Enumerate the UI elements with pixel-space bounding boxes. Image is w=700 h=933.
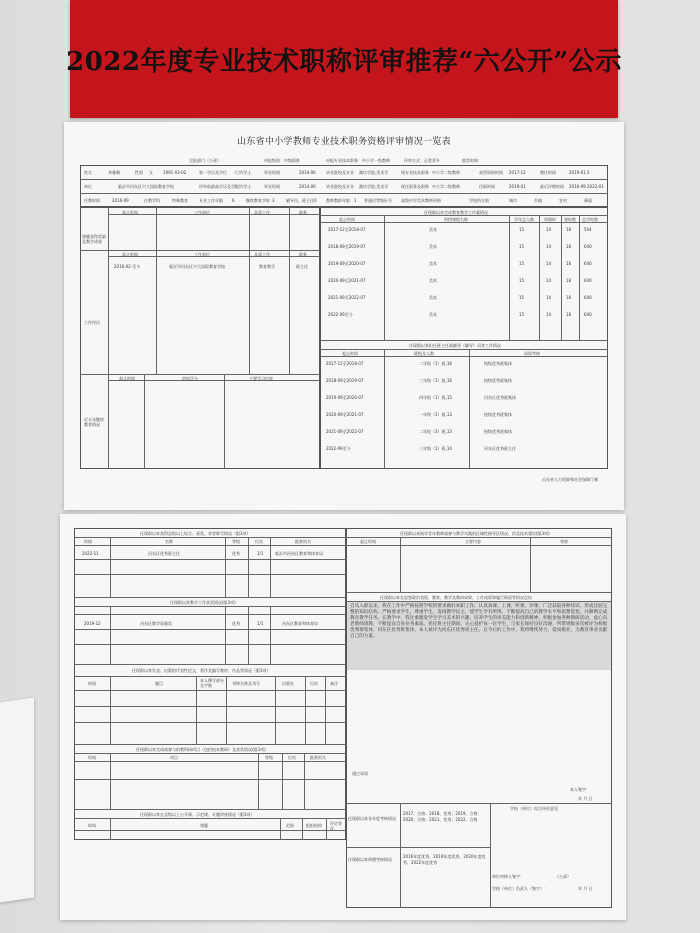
duty-h-time: 起止时间 bbox=[342, 351, 358, 356]
duty-cell: 校级优秀班集体 bbox=[484, 429, 512, 434]
work-h-unit: 工作单位 bbox=[194, 210, 210, 215]
lecture-h-grade: 评定等次 bbox=[330, 821, 342, 831]
cell: 1 bbox=[354, 198, 357, 203]
cell: 学校所在地 bbox=[469, 198, 489, 203]
cell: 潍坊学院,美术学 bbox=[359, 184, 389, 189]
edu-h-time: 起止时间 bbox=[119, 376, 135, 381]
seal-label: （公章） bbox=[555, 874, 571, 879]
cell: 潍坊学院,美术学 bbox=[359, 170, 389, 175]
col-line bbox=[400, 537, 401, 592]
cell: 最后评聘时间 bbox=[540, 184, 564, 189]
teach-cell: 15 bbox=[519, 295, 525, 300]
teach-cell: 640 bbox=[584, 312, 592, 317]
cell: 毕业院校及专业 bbox=[326, 170, 354, 175]
teach-cell: 18 bbox=[566, 244, 572, 249]
work-row-unit: 临沂市河东区兴大国际教育学校 bbox=[169, 264, 225, 269]
teach-cell: 18 bbox=[566, 227, 572, 232]
duty-cell: 2020-09至2021-07 bbox=[326, 412, 364, 417]
cell: 乡镇 bbox=[534, 198, 542, 203]
teach-award-time: 2019-12 bbox=[84, 621, 101, 626]
teach-cell: 2019-09至2020-07 bbox=[328, 261, 366, 266]
project-title: 任现职以来完成或参与的教科研项目（包括校本教研）及获奖情况(限3项) bbox=[136, 747, 266, 752]
col-line bbox=[400, 803, 401, 908]
cell: 大学/学士 bbox=[234, 170, 252, 175]
row-line bbox=[74, 744, 346, 745]
teach-cell: 504 bbox=[584, 227, 592, 232]
cell: 大学/学士 bbox=[234, 184, 252, 189]
left-block bbox=[80, 207, 320, 469]
cell: 城市 bbox=[509, 198, 517, 203]
teach-cell: 18 bbox=[566, 261, 572, 266]
lecture-h-topic: 课题 bbox=[200, 823, 208, 828]
row-line bbox=[74, 830, 346, 831]
duty-cell: 2017-12至2018-07 bbox=[326, 361, 364, 366]
summary-text: 自从入职以来，我在工作中严格按照学校的要求做好本职工作，认真备课、上课，听课，评课，广泛获取各种知识，形成比较完整的知识结构，严格要求学生，尊重学生，发扬教学民主，使学生学有所得，不断提高自己的教学水平和思想觉悟，并顺利完成教育教学任务。在教学中，我注重激发学生学习美术的兴趣，培养学生的审美能力和创新精神，积极参加各种教研活动，虚心向老教师请教，不断提高自身业务素质。担任班主任期间，关心爱护每一位学生，与家长保持良好沟通，所带班级多次被评为校级优秀班集体、河东区优秀班集体，本人被评为河东区优秀班主任。在今后的工作中，我将继续努力，爱岗敬业，为教育事业贡献自己的力量。 bbox=[350, 604, 608, 639]
cell: 专业工作年限 bbox=[199, 198, 223, 203]
row-line bbox=[74, 809, 346, 810]
opinion-label: 学校（单位）综合评价意见 bbox=[510, 806, 558, 811]
col-line bbox=[302, 818, 303, 840]
row-line bbox=[80, 374, 320, 375]
cell: 2019-01 bbox=[509, 184, 526, 189]
cell: 中小学二级教师 bbox=[432, 184, 460, 189]
cell: 高级中学美术教师资格 bbox=[401, 198, 441, 203]
cell: 3 bbox=[272, 198, 275, 203]
cell: 姓名 bbox=[84, 170, 92, 175]
teach-cell: 18 bbox=[566, 295, 572, 300]
row-line bbox=[74, 779, 346, 780]
cell: 毕业时间 bbox=[264, 184, 280, 189]
work-row-time: 2016-02-至今 bbox=[114, 264, 141, 269]
col-line bbox=[490, 803, 491, 908]
col-line bbox=[280, 818, 281, 840]
col-line bbox=[110, 753, 111, 809]
teach-cell: 14 bbox=[546, 295, 552, 300]
teach-cell: 18 bbox=[566, 278, 572, 283]
col-line bbox=[509, 215, 510, 340]
teach-h-students: 学年总人数 bbox=[514, 217, 534, 222]
teach-award-org: 河东区教育和体育局 bbox=[282, 621, 318, 626]
meta-time: 推荐时间： bbox=[462, 158, 482, 163]
row-line bbox=[74, 753, 346, 754]
teach-cell: 14 bbox=[546, 261, 552, 266]
teach-cell: 美术 bbox=[429, 227, 437, 232]
col-line bbox=[248, 606, 249, 664]
col-line bbox=[108, 207, 109, 469]
award-row-name: 河东区优秀班主任 bbox=[148, 551, 180, 556]
work-h2-job: 从事工作 bbox=[254, 252, 270, 257]
col-line bbox=[225, 606, 226, 664]
cell: 评审前最高学历及学位 bbox=[199, 184, 239, 189]
cell: 现专业技术职务 bbox=[401, 170, 429, 175]
cell: 2016-09.2022-01 bbox=[569, 184, 604, 189]
col-line bbox=[270, 606, 271, 664]
row-line bbox=[108, 380, 320, 381]
duty-title: 任现职以来担任班主任或辅导（辅导）员等工作情况 bbox=[409, 343, 501, 348]
sheet1-footer: 山东省人力资源和社会保障厅制 bbox=[542, 477, 598, 482]
cell: 任教学科 bbox=[144, 198, 160, 203]
row-line bbox=[74, 664, 346, 665]
row-line bbox=[74, 629, 346, 630]
teach-cell: 15 bbox=[519, 227, 525, 232]
cell: 毕业院校及专业 bbox=[326, 184, 354, 189]
col-line bbox=[196, 676, 197, 744]
cell: 中小学二级教师 bbox=[432, 170, 460, 175]
duty-cell: 2019-09至2020-07 bbox=[326, 395, 364, 400]
row-line bbox=[80, 250, 320, 251]
teach-title: 任现职以来完成教育教学工作量情况 bbox=[424, 210, 488, 215]
col-line bbox=[226, 676, 227, 744]
cell: 6 bbox=[232, 198, 235, 203]
project-h-rank: 位次 bbox=[288, 755, 296, 760]
award-title: 任现职以来获得县级以上综合、嘉奖、荣誉称号情况（限3项） bbox=[140, 531, 251, 536]
lecture-h-org: 组织机构 bbox=[306, 823, 322, 828]
col-line bbox=[224, 374, 225, 469]
right-h-content: 主要内容 bbox=[465, 539, 481, 544]
row-line bbox=[320, 340, 608, 341]
award-h-level: 等级 bbox=[232, 539, 240, 544]
col-line bbox=[144, 374, 145, 469]
label-edu: 近五年继续教育情况 bbox=[84, 417, 104, 427]
project-h-item: 项目 bbox=[170, 755, 178, 760]
cell: 性别 bbox=[135, 170, 143, 175]
row-line bbox=[320, 356, 608, 357]
col-line bbox=[248, 537, 249, 597]
teach-cell: 640 bbox=[584, 295, 592, 300]
teach-cell: 美术 bbox=[429, 278, 437, 283]
row-line bbox=[74, 761, 346, 762]
cell: 普通话等级证书 bbox=[364, 198, 392, 203]
row-line bbox=[320, 222, 608, 223]
teach-award-name: 河东区教学质量奖 bbox=[140, 621, 172, 626]
col-line bbox=[289, 207, 290, 374]
project-h-level: 等级 bbox=[265, 755, 273, 760]
duty-h-class: 班级及人数 bbox=[414, 351, 434, 356]
award-row-rank: 1/1 bbox=[257, 551, 264, 556]
col-line bbox=[270, 537, 271, 597]
cell: 任职时间 bbox=[479, 184, 495, 189]
summary-title: 任现职以来在思想政治表现、教育、教学及教研成果、工作成绩和履行职责等情况总结 bbox=[380, 595, 532, 600]
lecture-h-scope: 范围 bbox=[286, 823, 294, 828]
work-row-duty: 班主任 bbox=[296, 264, 308, 269]
paper-h-time: 时间 bbox=[88, 681, 96, 686]
row-line bbox=[346, 592, 612, 593]
teach-cell: 14 bbox=[546, 244, 552, 249]
cell: 现任职务及职称 bbox=[401, 184, 429, 189]
award-row-time: 2022-11 bbox=[82, 551, 99, 556]
duty-cell: 河东区优秀班集体 bbox=[484, 395, 516, 400]
teach-cell: 美术 bbox=[429, 312, 437, 317]
cell: 2017-12 bbox=[509, 170, 526, 175]
cell: 教师教龄年限 bbox=[326, 198, 350, 203]
col-line bbox=[384, 215, 385, 340]
paper-h-words: 本人撰写部分及字数 bbox=[200, 678, 224, 688]
work-h-job: 从事工作 bbox=[254, 210, 270, 215]
side-paper bbox=[0, 698, 34, 903]
sheet-achievement-table bbox=[60, 514, 626, 920]
cell: 女 bbox=[149, 170, 153, 175]
col-line bbox=[469, 349, 470, 469]
row-line bbox=[74, 818, 346, 819]
work-h-time: 起止时间 bbox=[122, 210, 138, 215]
col-line bbox=[530, 537, 531, 592]
notice-banner bbox=[66, 0, 622, 118]
head-sign: 学校（单位）负责人（签字）： bbox=[492, 886, 548, 891]
meta-position: 申报专业技术职务：中小学一级教师 bbox=[326, 158, 390, 163]
teach-cell: 2018-09至2019-07 bbox=[328, 244, 366, 249]
duty-cell: 校级优秀班集体 bbox=[484, 361, 512, 366]
teach-cell: 15 bbox=[519, 278, 525, 283]
cell: 2019-01.5 bbox=[569, 170, 590, 175]
cell: 毕业时间 bbox=[264, 170, 280, 175]
paper-h-note: 备注 bbox=[330, 681, 338, 686]
work-h2-time: 起止时间 bbox=[122, 252, 138, 257]
cell: 2016-09 bbox=[112, 198, 129, 203]
col-line bbox=[258, 753, 259, 809]
paper-h-rank: 位次 bbox=[310, 681, 318, 686]
work-h2-unit: 工作单位 bbox=[194, 252, 210, 257]
label-work: 工作经历 bbox=[84, 320, 100, 325]
row-line bbox=[80, 193, 608, 194]
duty-cell: 二年级（3）班,13 bbox=[419, 429, 452, 434]
col-line bbox=[539, 215, 540, 340]
teach-cell: 14 bbox=[546, 227, 552, 232]
sign-date: 年 月 日 bbox=[578, 796, 593, 801]
col-line bbox=[561, 215, 562, 340]
col-line bbox=[110, 606, 111, 664]
duty-cell: 2021-09至2022-07 bbox=[326, 429, 364, 434]
teach-cell: 美术 bbox=[429, 244, 437, 249]
row-line bbox=[346, 803, 612, 804]
col-line bbox=[110, 676, 111, 744]
col-line bbox=[156, 207, 157, 374]
col-line bbox=[579, 215, 580, 340]
teach-cell: 18 bbox=[566, 312, 572, 317]
cell: 任教时间 bbox=[84, 198, 100, 203]
cell: 单位 bbox=[84, 184, 92, 189]
teach-award-level: 优秀 bbox=[232, 621, 240, 626]
cell: 辅导员、班主任 bbox=[286, 198, 314, 203]
teach-award-title: 任现职以来教学工作获奖情况(限3项) bbox=[170, 600, 236, 605]
paper-h-journal: 刊物名称及刊号 bbox=[232, 681, 260, 686]
meta-level: 申报级别：中级职称 bbox=[264, 158, 300, 163]
duty-cell: 河东区优秀班主任 bbox=[484, 446, 516, 451]
cell: 聘任时间 bbox=[540, 170, 556, 175]
cell: 临沂市河东区兴大国际教育学校 bbox=[118, 184, 174, 189]
duty-cell: 四年级（1）班,15 bbox=[419, 395, 452, 400]
work-h-duty: 职务 bbox=[299, 210, 307, 215]
teach-h-total: 总学时数 bbox=[582, 217, 598, 222]
cell: 2014-06 bbox=[299, 184, 316, 189]
col-line bbox=[110, 537, 111, 597]
teach-h-course: 所授课程名称 bbox=[444, 217, 468, 222]
duty-h-result: 成绩考核 bbox=[524, 351, 540, 356]
teach-h-weekly: 周课时 bbox=[544, 217, 556, 222]
unit-sign: 单位审核人签字： bbox=[492, 874, 524, 879]
project-h-time: 时间 bbox=[88, 755, 96, 760]
duty-cell: 2022-09至今 bbox=[326, 446, 351, 451]
teach-cell: 2017-12至2018-07 bbox=[328, 227, 366, 232]
teach-cell: 美术 bbox=[429, 295, 437, 300]
cell: 特殊教育 bbox=[172, 198, 188, 203]
paper-h-pub: 出版社 bbox=[282, 681, 294, 686]
cell: 薄弱 bbox=[584, 198, 592, 203]
sign-label: 本人签字： bbox=[570, 787, 590, 792]
row-line bbox=[74, 545, 346, 546]
paper-title: 任现职以来发表、出版的代表性论文、著作及编写教材、作品等情况（限3项） bbox=[132, 668, 271, 673]
cell: 继续教育学时 bbox=[246, 198, 270, 203]
lecture-h-time: 时间 bbox=[88, 823, 96, 828]
teach-cell: 2022-09至今 bbox=[328, 312, 353, 317]
teach-cell: 2020-09至2021-07 bbox=[328, 278, 366, 283]
teach-cell: 2021-09至2022-07 bbox=[328, 295, 366, 300]
teach-cell: 640 bbox=[584, 244, 592, 249]
award-h-rank: 位次 bbox=[255, 539, 263, 544]
duty-cell: 校级优秀班集体 bbox=[484, 378, 512, 383]
teach-cell: 640 bbox=[584, 261, 592, 266]
duty-cell: 一年级（3）班,13 bbox=[419, 412, 452, 417]
col-line bbox=[275, 676, 276, 744]
col-line bbox=[249, 207, 250, 374]
col-line bbox=[304, 753, 305, 809]
meta-dept: 呈报部门（公章）： bbox=[189, 158, 225, 163]
col-line bbox=[282, 753, 283, 809]
cell: 农村 bbox=[559, 198, 567, 203]
award-row-level: 优秀 bbox=[232, 551, 240, 556]
teach-cell: 美术 bbox=[429, 261, 437, 266]
paper-h-title: 题目 bbox=[155, 681, 163, 686]
right-h-effect: 效果 bbox=[560, 539, 568, 544]
duty-cell: 三年级（1）班,16 bbox=[419, 378, 452, 383]
duty-cell: 三年级（1）班,14 bbox=[419, 446, 452, 451]
teach-cell: 14 bbox=[546, 278, 552, 283]
lecture-title: 任现职以来在县级以上公开课、示范课、专题讲座情况（限3项） bbox=[140, 812, 255, 817]
ethics-value: 2016年度优秀、2019年度优秀、2020年度优秀、2022年度优秀 bbox=[403, 854, 486, 865]
row-line bbox=[346, 847, 490, 848]
col-line bbox=[305, 676, 306, 744]
col-line bbox=[326, 818, 327, 840]
assess-label: 任现职以来各年度考核情况 bbox=[348, 816, 396, 821]
row-line bbox=[80, 179, 608, 180]
duty-cell: 2018-09至2019-07 bbox=[326, 378, 364, 383]
row-line bbox=[74, 597, 346, 598]
award-row-org: 临沂市河东区教育和体育局 bbox=[275, 551, 323, 556]
row-line bbox=[74, 537, 346, 538]
head-date: 年 月 日 bbox=[578, 886, 593, 891]
teach-cell: 14 bbox=[546, 312, 552, 317]
row-line bbox=[74, 644, 346, 645]
cell: 获得资格时间 bbox=[479, 170, 503, 175]
cell: 2014-06 bbox=[299, 170, 316, 175]
sheet1-title: 山东省中小学教师专业技术职务资格评审情况一览表 bbox=[237, 137, 451, 147]
label-awards: 课题获得奖励及教学成果 bbox=[82, 234, 106, 244]
col-line bbox=[384, 349, 385, 469]
right-summary-block bbox=[346, 528, 612, 908]
project-h-org: 批准机关 bbox=[310, 755, 326, 760]
row-line bbox=[346, 545, 612, 546]
teach-cell: 15 bbox=[519, 312, 525, 317]
review-label: 通过承诺 bbox=[352, 771, 368, 776]
row-line bbox=[74, 559, 346, 560]
teach-h-time: 起止时间 bbox=[339, 217, 355, 222]
col-line bbox=[225, 537, 226, 597]
duty-cell: 二年级（1）班,16 bbox=[419, 361, 452, 366]
cell: 1991-03-02 bbox=[163, 170, 187, 175]
teach-h-hours: 课时数 bbox=[564, 217, 576, 222]
teach-award-rank: 1/1 bbox=[257, 621, 264, 626]
row-line bbox=[346, 537, 612, 538]
row-line bbox=[74, 574, 346, 575]
award-h-org: 批准机关 bbox=[295, 539, 311, 544]
assess-value: 2017、合格；2018、优秀；2019、合格；2020、合格；2021、优秀；2022、合格 bbox=[403, 811, 482, 822]
ethics-label: 任现职以来师德考核情况 bbox=[348, 857, 392, 862]
banner-title: 2022年度专业技术职称评审推荐“六公开”公示 bbox=[66, 46, 622, 77]
cell: 0 bbox=[314, 198, 317, 203]
row-line bbox=[74, 614, 346, 615]
duty-cell: 校级优秀班集体 bbox=[484, 412, 512, 417]
award-h-time: 时间 bbox=[84, 539, 92, 544]
col-line bbox=[110, 818, 111, 840]
cell: 李雅琳 bbox=[108, 170, 120, 175]
row-line bbox=[74, 606, 346, 607]
cell: 第一学历及学位 bbox=[199, 170, 227, 175]
row-line bbox=[320, 349, 608, 350]
work-row-job: 教育教学 bbox=[259, 264, 275, 269]
right-h-time: 起止时间 bbox=[360, 539, 376, 544]
award-h-name: 名称 bbox=[165, 539, 173, 544]
teach-cell: 640 bbox=[584, 278, 592, 283]
row-line bbox=[320, 215, 608, 216]
col-line bbox=[325, 676, 326, 744]
sheet-evaluation-table bbox=[64, 122, 624, 510]
edu-h-credit: 培训学分 bbox=[182, 376, 198, 381]
teach-cell: 15 bbox=[519, 244, 525, 249]
edu-h-content: 主要学习内容 bbox=[249, 376, 273, 381]
meta-method: 评审方式：正常晋升 bbox=[404, 158, 440, 163]
right-top-title: 任现职以来指导青年教师或参与教学实践的区域性指导区情况、信息技术建设(限3项) bbox=[400, 531, 550, 536]
work-h2-duty: 职务 bbox=[299, 252, 307, 257]
teach-cell: 15 bbox=[519, 261, 525, 266]
